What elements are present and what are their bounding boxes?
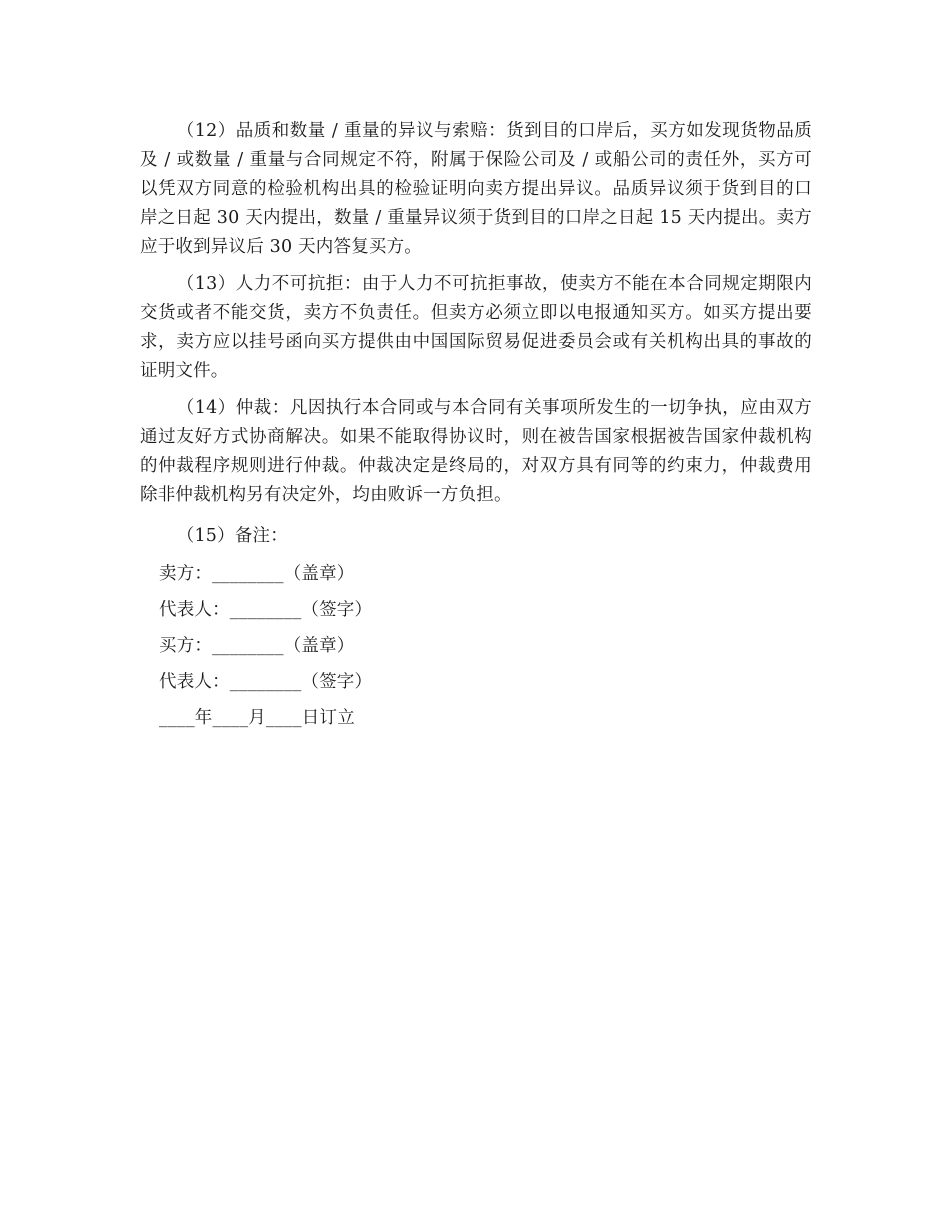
signature-block [140, 556, 812, 736]
clause-13-force-majeure: （13）人力不可抗拒：由于人力不可抗拒事故，使卖方不能在本合同规定期限内交货或者不能交货，卖方不负责任。但卖方必须立即以电报通知买方。如买方提出要求，卖方应以挂号函向买方提供由中国国际贸易促进委员会或有关机构出具的事故的证明文件。 [140, 274, 812, 381]
clause-15-remarks: （15）备注： [176, 526, 288, 546]
buyer-seal-line: 买方：________（盖章） [159, 636, 355, 656]
signing-date-line: ____年____月____日订立 [159, 708, 355, 728]
seller-seal-line: 卖方：________（盖章） [159, 564, 355, 584]
contract-body [140, 117, 812, 736]
seller-representative-line: 代表人：________（签字） [159, 600, 373, 620]
clause-14-arbitration: （14）仲裁：凡因执行本合同或与本合同有关事项所发生的一切争执，应由双方通过友好方式协商解决。如果不能取得协议时，则在被告国家根据被告国家仲裁机构的仲裁程序规则进行仲裁。仲裁决定是终局的，对双方具有同等的约束力，仲裁费用除非仲裁机构另有决定外，均由败诉一方负担。 [140, 398, 812, 505]
buyer-representative-line: 代表人：________（签字） [159, 672, 373, 692]
clause-12-quality-claims: （12）品质和数量 / 重量的异议与索赔：货到目的口岸后，买方如发现货物品质及 / 或数量 / 重量与合同规定不符，附属于保险公司及 / 或船公司的责任外，买方可以凭双方同意的检验机构出具的检验证明向卖方提出异议。品质异议须于货到目的口岸之日起 30 天内提出，数量 / 重量异议须于货到目的口岸之日起 15 天内提出。卖方应于收到异议后 30 天内答复买方。 [140, 121, 812, 257]
